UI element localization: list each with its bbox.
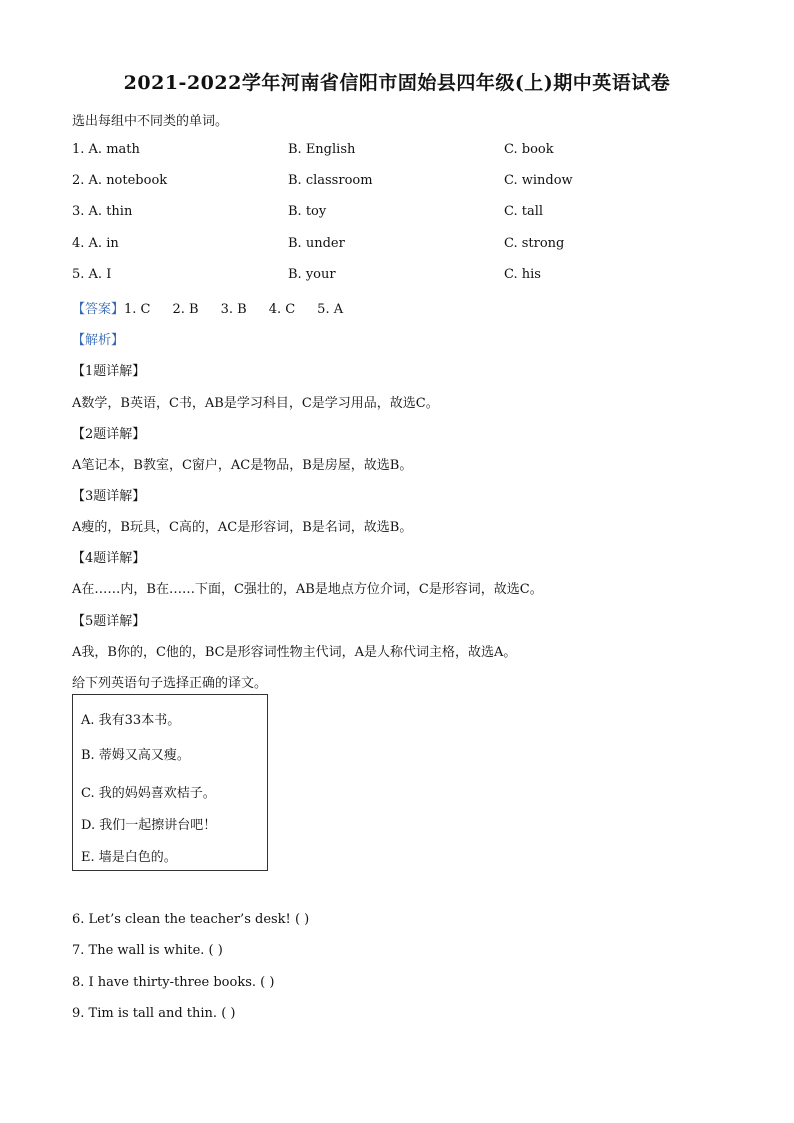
question-9 [72, 1006, 235, 1021]
analysis-label: 【解析】 [72, 333, 125, 348]
translation-option: A. 我有33本书。 [81, 713, 181, 728]
question-row-1 [72, 142, 732, 160]
option-a: 4. A. in [72, 236, 119, 251]
question-7 [72, 943, 223, 958]
answer-item: 1. C [124, 302, 151, 317]
detail-text-2: A笔记本，B教室，C窗户，AC是物品，B是房屋，故选B。 [72, 458, 413, 473]
option-a: 2. A. notebook [72, 173, 168, 188]
option-c: C. window [504, 173, 573, 188]
detail-label-4: 【4题详解】 [72, 551, 146, 566]
option-a: 3. A. thin [72, 204, 133, 219]
answer-item: 2. B [172, 302, 199, 317]
answer-blank[interactable]: ( ) [260, 975, 275, 990]
question-row-4 [72, 236, 732, 254]
detail-label-2: 【2题详解】 [72, 427, 146, 442]
question-6 [72, 912, 309, 927]
detail-text-4: A在……内，B在……下面，C强壮的，AB是地点方位介词，C是形容词，故选C。 [72, 582, 543, 597]
option-b: B. your [288, 267, 336, 282]
option-c: C. tall [504, 204, 544, 219]
question-8 [72, 975, 274, 990]
page-title: 2021-2022学年河南省信阳市固始县四年级(上)期中英语试卷 [123, 72, 671, 94]
option-a: 5. A. I [72, 267, 112, 282]
section1-instruction: 选出每组中不同类的单词。 [72, 114, 229, 129]
option-a: 1. A. math [72, 142, 140, 157]
answer-line [72, 298, 365, 317]
answer-item: 4. C [268, 302, 296, 317]
option-b: B. toy [288, 204, 327, 219]
answer-blank[interactable]: ( ) [221, 1006, 236, 1021]
question-text: 6. Let’s clean the teacher’s desk! [72, 912, 291, 927]
answer-blank[interactable]: ( ) [294, 912, 310, 927]
option-c: C. book [504, 142, 554, 157]
question-text: 8. I have thirty-three books. [72, 975, 257, 990]
translation-options-box [72, 694, 268, 871]
question-row-5 [72, 267, 732, 285]
translation-option: D. 我们一起擦讲台吧！ [81, 818, 217, 833]
question-row-3 [72, 204, 732, 222]
detail-text-5: A我，B你的，C他的，BC是形容词性物主代词，A是人称代词主格，故选A。 [72, 645, 517, 660]
translation-option: B. 蒂姆又高又瘦。 [81, 748, 190, 763]
detail-label-3: 【3题详解】 [72, 489, 146, 504]
question-text: 9. Tim is tall and thin. [72, 1006, 218, 1021]
detail-label-5: 【5题详解】 [72, 614, 146, 629]
answer-blank[interactable]: ( ) [208, 943, 223, 958]
answer-item: 3. B [220, 302, 247, 317]
option-b: B. under [288, 236, 345, 251]
section2-instruction: 给下列英语句子选择正确的译文。 [72, 676, 268, 691]
answer-label: 【答案】 [72, 302, 125, 317]
option-b: B. English [288, 142, 356, 157]
detail-label-1: 【1题详解】 [72, 364, 146, 379]
option-b: B. classroom [288, 173, 373, 188]
translation-option: E. 墙是白色的。 [81, 850, 177, 865]
option-c: C. strong [504, 236, 565, 251]
question-row-2 [72, 173, 732, 191]
answer-item: 5. A [317, 302, 344, 317]
detail-text-3: A瘦的，B玩具，C高的，AC是形容词，B是名词，故选B。 [72, 520, 413, 535]
option-c: C. his [504, 267, 541, 282]
detail-text-1: A数学，B英语，C书，AB是学习科目，C是学习用品，故选C。 [72, 396, 439, 411]
question-text: 7. The wall is white. [72, 943, 205, 958]
translation-option: C. 我的妈妈喜欢桔子。 [81, 786, 216, 801]
